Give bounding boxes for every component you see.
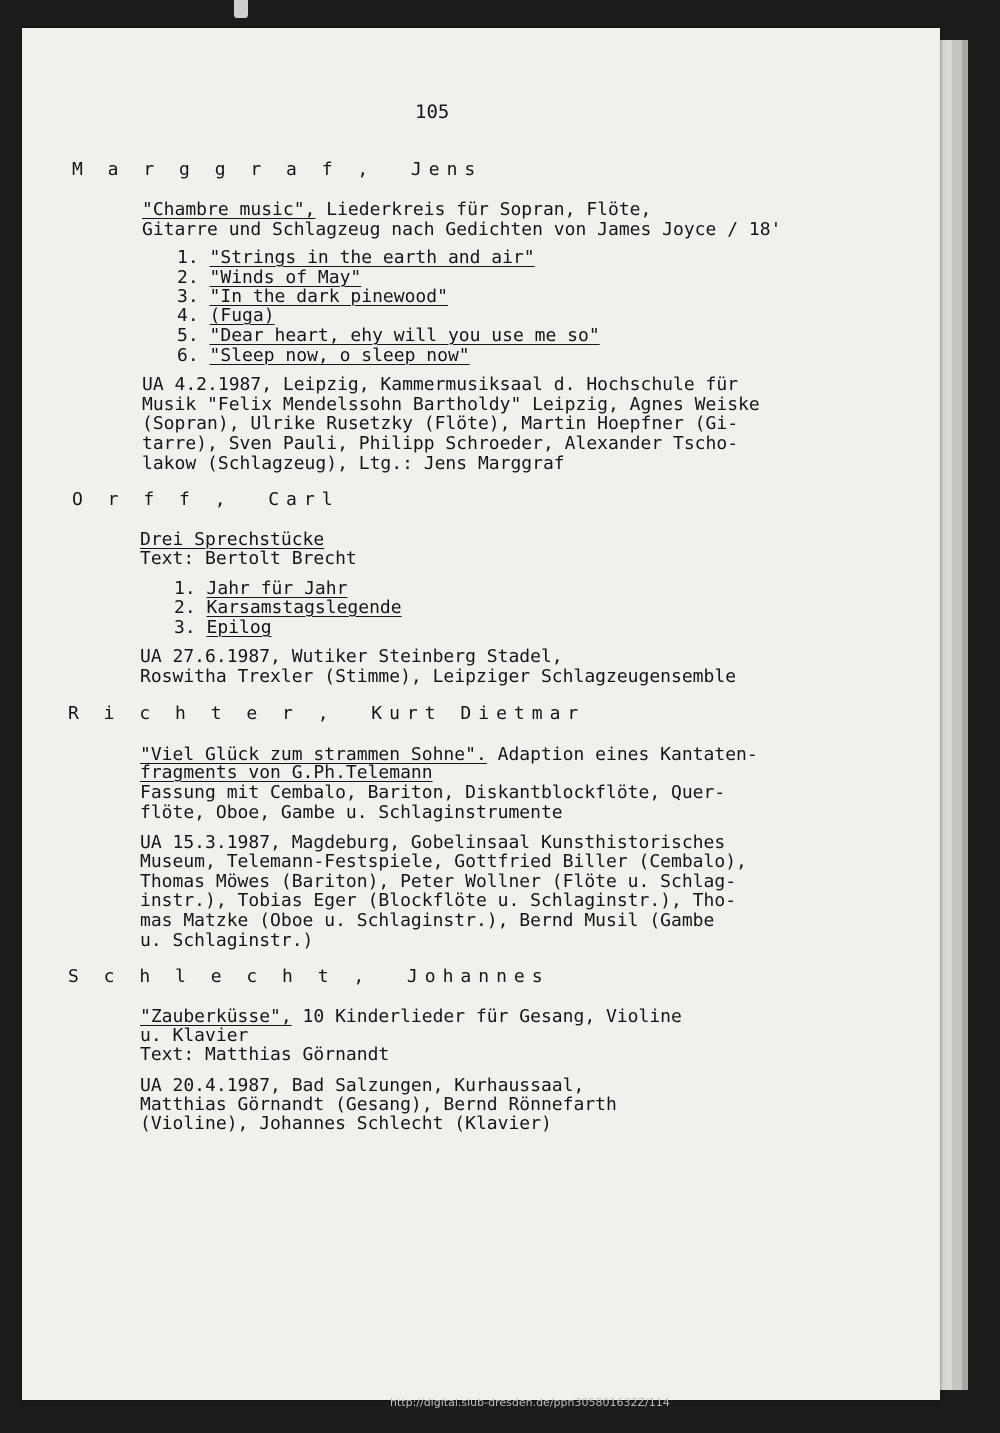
premiere-line: UA 4.2.1987, Leipzig, Kammermusiksaal d. Hochschule für <box>142 374 739 395</box>
premiere-line: UA 20.4.1987, Bad Salzungen, Kurhaussaal, <box>140 1075 585 1096</box>
item-title: "Sleep now, o sleep now" <box>209 345 470 366</box>
premiere-line: UA 15.3.1987, Magdeburg, Gobelinsaal Kunsthistorisches <box>140 832 726 853</box>
item-number: 3. <box>174 617 196 638</box>
item-title: "Strings in the earth and air" <box>209 247 535 268</box>
composer-heading: R i c h t e r , Kurt Dietmar <box>68 703 586 724</box>
premiere-line: lakow (Schlagzeug), Ltg.: Jens Marggraf <box>142 453 565 474</box>
list-item <box>177 268 361 288</box>
premiere-line: (Violine), Johannes Schlecht (Klavier) <box>140 1113 552 1134</box>
work-description: Liederkreis für Sopran, Flöte, <box>315 199 652 220</box>
premiere-line: Matthias Görnandt (Gesang), Bernd Rönnefarth <box>140 1094 617 1115</box>
premiere-line: tarre), Sven Pauli, Philipp Schroeder, Alexander Tscho- <box>142 433 739 454</box>
binder-tab <box>234 0 248 18</box>
item-title: (Fuga) <box>209 305 275 326</box>
premiere-line: u. Schlaginstr.) <box>140 930 314 951</box>
item-title: "Dear heart, ehy will you use me so" <box>209 325 600 346</box>
composer-heading: O r f f , Carl <box>72 489 340 510</box>
premiere-line: Musik "Felix Mendelssohn Bartholdy" Leipzig, Agnes Weiske <box>142 394 760 415</box>
work-description: Gitarre und Schlagzeug nach Gedichten von James Joyce / 18' <box>142 219 782 240</box>
list-item <box>174 598 402 618</box>
list-item <box>174 579 347 599</box>
work-title: "Viel Glück zum strammen Sohne". <box>140 744 487 765</box>
item-number: 1. <box>174 578 196 599</box>
page-edge <box>962 40 968 1390</box>
item-title: Epilog <box>206 617 272 638</box>
page-number: 105 <box>415 101 450 123</box>
work-description: Fassung mit Cembalo, Bariton, Diskantblockflöte, Quer- <box>140 782 726 803</box>
list-item <box>177 326 600 346</box>
work-title: "Chambre music", <box>142 199 316 220</box>
text-credit: Text: Bertolt Brecht <box>140 548 357 569</box>
premiere-line: UA 27.6.1987, Wutiker Steinberg Stadel, <box>140 646 563 667</box>
work-title: "Zauberküsse", <box>140 1006 292 1027</box>
work-description: 10 Kinderlieder für Gesang, Violine <box>291 1006 682 1027</box>
item-number: 2. <box>177 267 199 288</box>
list-item <box>177 346 470 366</box>
work-title-line <box>140 1007 682 1027</box>
composer-heading: S c h l e c h t , Johannes <box>68 966 550 987</box>
page-edge <box>952 40 962 1390</box>
page-edge <box>940 40 952 1390</box>
item-number: 2. <box>174 597 196 618</box>
premiere-line: Roswitha Trexler (Stimme), Leipziger Schlagzeugensemble <box>140 666 737 687</box>
work-description: u. Klavier <box>140 1025 249 1046</box>
item-number: 5. <box>177 325 199 346</box>
item-title: Karsamstagslegende <box>206 597 402 618</box>
item-number: 6. <box>177 345 199 366</box>
work-title: Drei Sprechstücke <box>140 529 325 550</box>
source-url[interactable]: http://digital.slub-dresden.de/ppn305801632Z/114 <box>390 1396 670 1409</box>
premiere-line: Thomas Möwes (Bariton), Peter Wollner (Flöte u. Schlag- <box>140 871 737 892</box>
work-description: Adaption eines Kantaten- <box>486 744 758 765</box>
list-item <box>177 248 535 268</box>
list-item <box>174 618 272 638</box>
composer-heading: M a r g g r a f , Jens <box>72 159 483 180</box>
item-title: "In the dark pinewood" <box>209 286 448 307</box>
list-item <box>177 306 275 326</box>
item-title: "Winds of May" <box>209 267 362 288</box>
item-number: 4. <box>177 305 199 326</box>
item-title: Jahr für Jahr <box>206 578 348 599</box>
work-title-line <box>142 200 651 220</box>
premiere-line: Museum, Telemann-Festspiele, Gottfried Biller (Cembalo), <box>140 851 747 872</box>
work-description: flöte, Oboe, Gambe u. Schlaginstrumente <box>140 802 563 823</box>
item-number: 1. <box>177 247 199 268</box>
premiere-line: (Sopran), Ulrike Rusetzky (Flöte), Martin Hoepfner (Gi- <box>142 413 739 434</box>
list-item <box>177 287 448 307</box>
premiere-line: instr.), Tobias Eger (Blockflöte u. Schlaginstr.), Tho- <box>140 890 737 911</box>
work-title: fragments von G.Ph.Telemann <box>140 762 433 783</box>
premiere-line: mas Matzke (Oboe u. Schlaginstr.), Bernd Musil (Gambe <box>140 910 715 931</box>
item-number: 3. <box>177 286 199 307</box>
text-credit: Text: Matthias Görnandt <box>140 1044 390 1065</box>
